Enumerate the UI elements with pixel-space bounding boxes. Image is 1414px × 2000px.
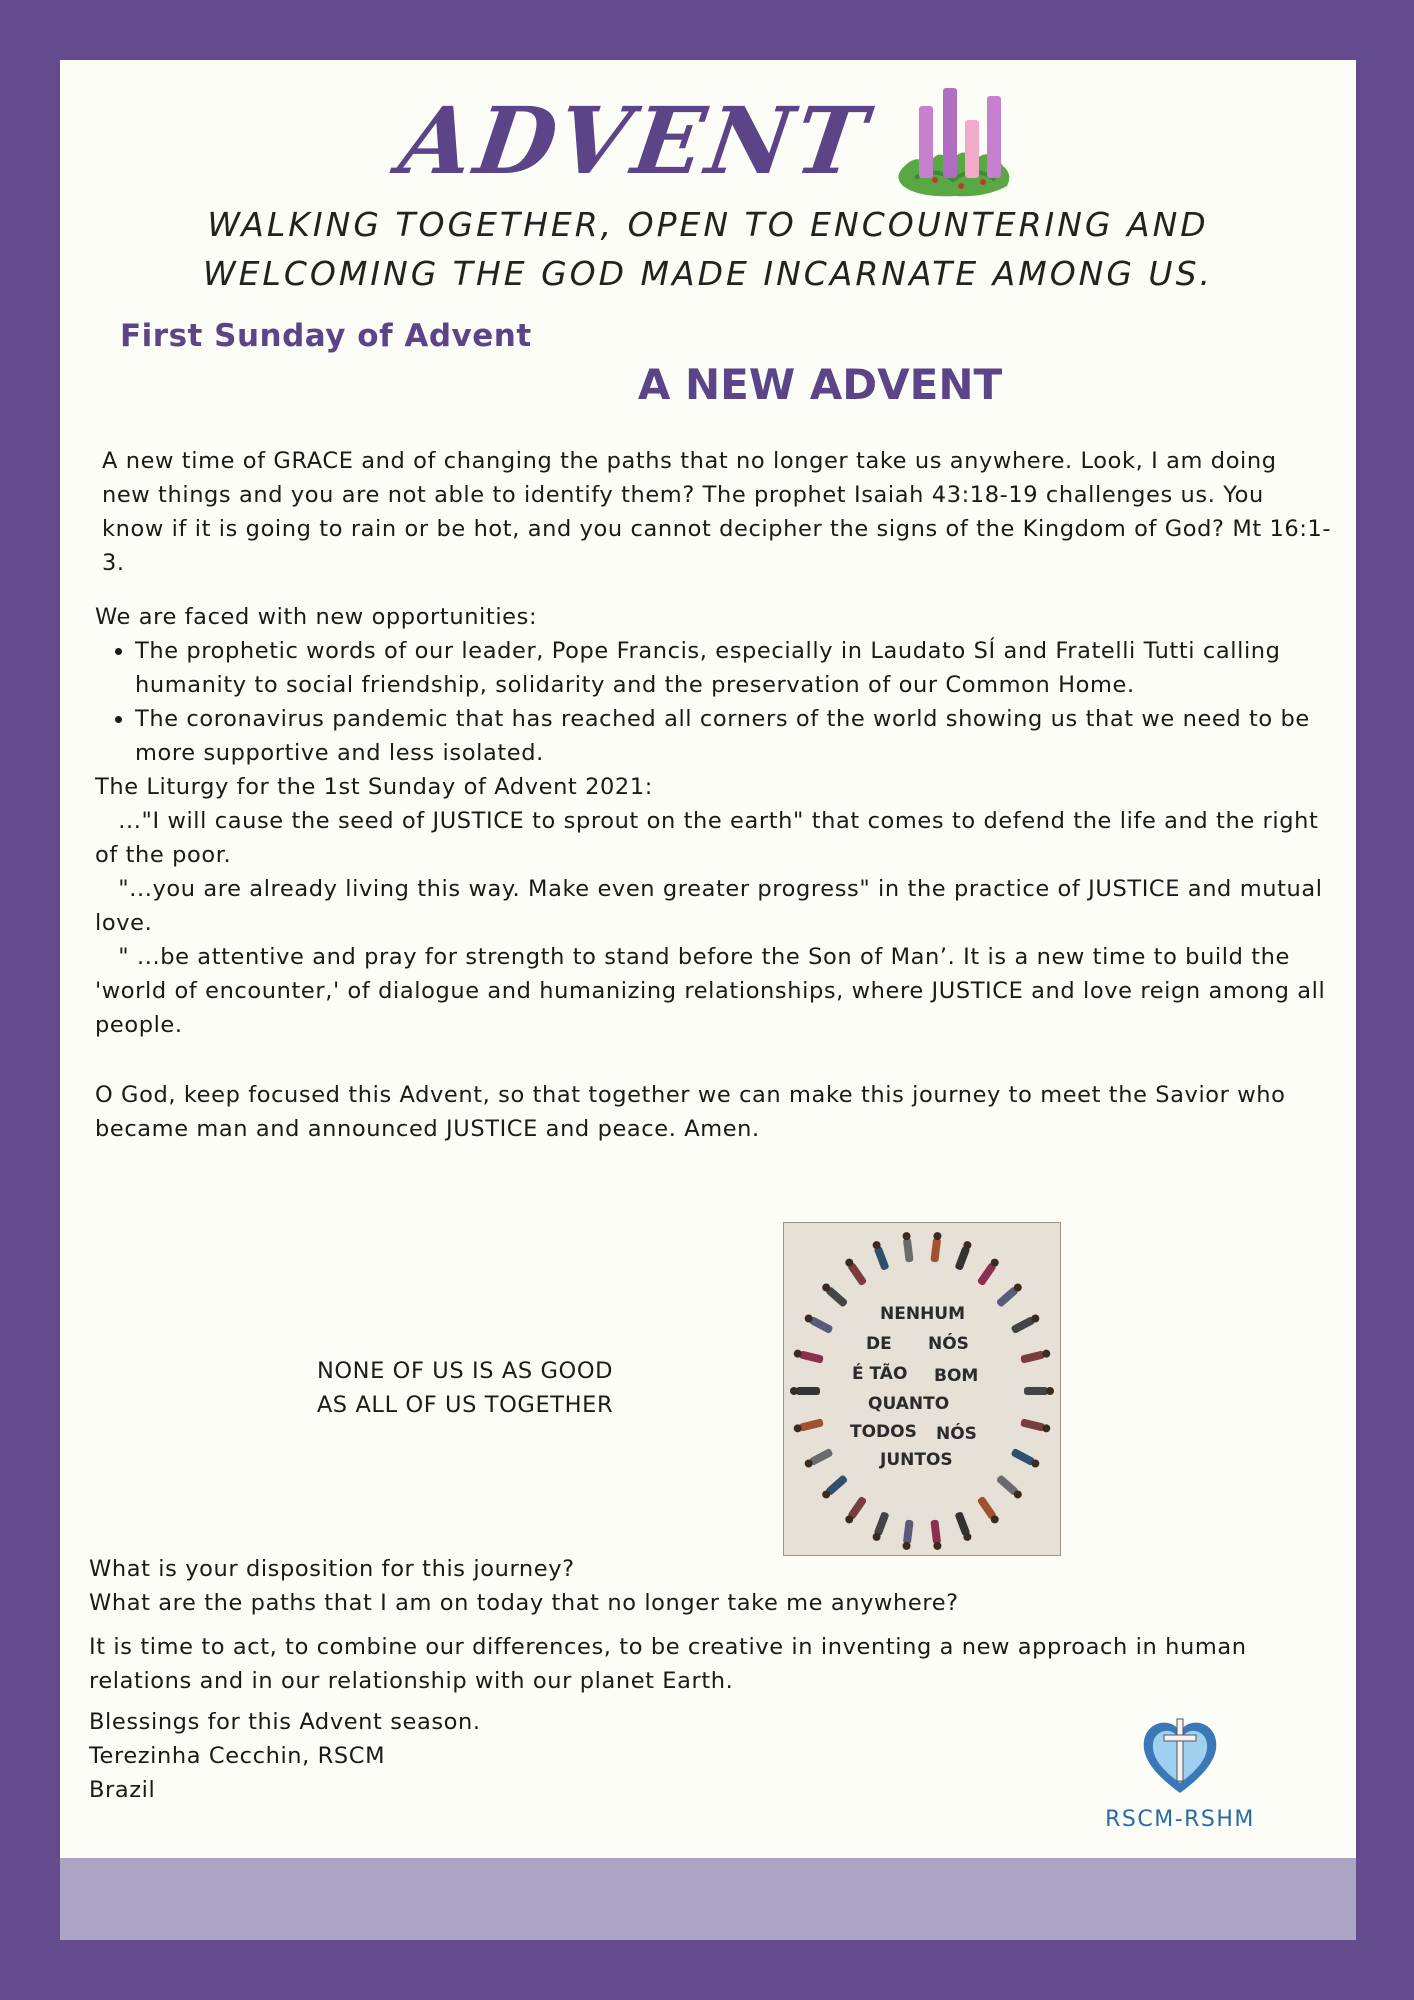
person-head — [933, 1542, 941, 1550]
intro-paragraph: A new time of GRACE and of changing the paths that no longer take us anywhere. Look, I am doing new things and you are not able to identify them? The prophet Isaiah 43:18-19 challenges us. You know if it is going to rain or be hot, and you cannot decipher the signs of the Kingdom of God? Mt 16:1-3. — [102, 448, 1332, 576]
person-head — [794, 1424, 802, 1432]
person-head — [1014, 1284, 1022, 1292]
questions-block — [89, 1552, 1339, 1698]
image-word: JUNTOS — [880, 1450, 953, 1470]
person-head — [1042, 1424, 1050, 1432]
opportunities-list — [95, 634, 1335, 770]
image-word: NENHUM — [880, 1304, 966, 1324]
section-label: First Sunday of Advent — [120, 318, 532, 354]
person-head — [873, 1241, 881, 1249]
page-title: ADVENT — [393, 87, 876, 195]
liturgy-lead: The Liturgy for the 1st Sunday of Advent 2021: — [95, 774, 653, 800]
person-head — [805, 1315, 813, 1323]
motto-line-2: AS ALL OF US TOGETHER — [316, 1392, 614, 1418]
blessing-line: Blessings for this Advent season. — [89, 1709, 481, 1735]
question: What are the paths that I am on today that no longer take me anywhere? — [89, 1590, 959, 1616]
person-head — [845, 1259, 853, 1267]
image-word: BOM — [934, 1366, 979, 1386]
circle-of-people-image — [783, 1222, 1061, 1556]
person-head — [873, 1533, 881, 1541]
author-name: Terezinha Cecchin, RSCM — [89, 1743, 386, 1769]
person-head — [963, 1241, 971, 1249]
image-word: É TÃO — [852, 1364, 908, 1384]
opportunities-block — [95, 600, 1335, 1042]
person-head — [903, 1232, 911, 1240]
person-figure — [1024, 1387, 1048, 1395]
advent-candles-icon — [895, 82, 1015, 200]
liturgy-quote: ..."I will cause the seed of JUSTICE to sprout on the earth" that comes to defend the life and the right of the poor. — [95, 808, 1327, 868]
closing-block — [89, 1705, 689, 1807]
person-head — [963, 1533, 971, 1541]
list-item: • The prophetic words of our leader, Pope Francis, especially in Laudato SÍ and Fratelli Tutti calling humanity to social friendship, solidarity and the preservation of our Common Home. — [135, 634, 1335, 702]
person-head — [1046, 1387, 1054, 1395]
main-heading: A NEW ADVENT — [637, 360, 1003, 409]
person-head — [794, 1350, 802, 1358]
person-head — [1014, 1490, 1022, 1498]
person-figure — [796, 1387, 820, 1395]
person-head — [1042, 1350, 1050, 1358]
author-country: Brazil — [89, 1777, 156, 1803]
footer-band — [60, 1858, 1356, 1940]
logo-text: RSCM-RSHM — [1105, 1807, 1255, 1832]
motto — [285, 1354, 645, 1422]
motto-line-1: NONE OF US IS AS GOOD — [316, 1358, 614, 1384]
image-word: DE — [866, 1334, 892, 1354]
prayer-paragraph: O God, keep focused this Advent, so that together we can make this journey to meet the Savior who became man and announced JUSTICE and peace. Amen. — [95, 1082, 1286, 1142]
person-head — [790, 1387, 798, 1395]
subtitle — [60, 200, 1356, 298]
title-row — [60, 82, 1356, 202]
call-to-action: It is time to act, to combine our differences, to be creative in inventing a new approach in human relations and in our relationship with our planet Earth. — [89, 1634, 1247, 1694]
list-item: • The coronavirus pandemic that has reached all corners of the world showing us that we need to be more supportive and less isolated. — [135, 702, 1335, 770]
image-word: TODOS — [850, 1422, 917, 1442]
person-head — [822, 1284, 830, 1292]
person-head — [1031, 1315, 1039, 1323]
circle-of-people-drawing — [784, 1223, 1060, 1555]
person-head — [933, 1232, 941, 1240]
question: What is your disposition for this journey? — [89, 1556, 575, 1582]
person-head — [845, 1515, 853, 1523]
subtitle-line-1: WALKING TOGETHER, OPEN TO ENCOUNTERING AND — [207, 205, 1209, 244]
rscm-logo — [1090, 1713, 1270, 1832]
person-head — [991, 1259, 999, 1267]
person-head — [903, 1542, 911, 1550]
image-word: NÓS — [928, 1334, 969, 1354]
person-head — [1031, 1459, 1039, 1467]
heart-cross-logo-icon — [1140, 1713, 1220, 1797]
person-head — [991, 1515, 999, 1523]
liturgy-quote: " ...be attentive and pray for strength to stand before the Son of Man’. It is a new time to build the 'world of encounter,' of dialogue and humanizing relationships, where JUSTICE and love reign among all people. — [95, 944, 1334, 1038]
page-sheet — [60, 60, 1356, 1940]
liturgy-quote: "...you are already living this way. Make even greater progress" in the practice of JUSTICE and mutual love. — [95, 876, 1331, 936]
opportunities-lead: We are faced with new opportunities: — [95, 604, 538, 630]
image-word: NÓS — [936, 1424, 977, 1444]
person-head — [805, 1459, 813, 1467]
person-head — [822, 1490, 830, 1498]
subtitle-line-2: WELCOMING THE GOD MADE INCARNATE AMONG US. — [202, 254, 1214, 293]
image-word: QUANTO — [868, 1394, 950, 1414]
